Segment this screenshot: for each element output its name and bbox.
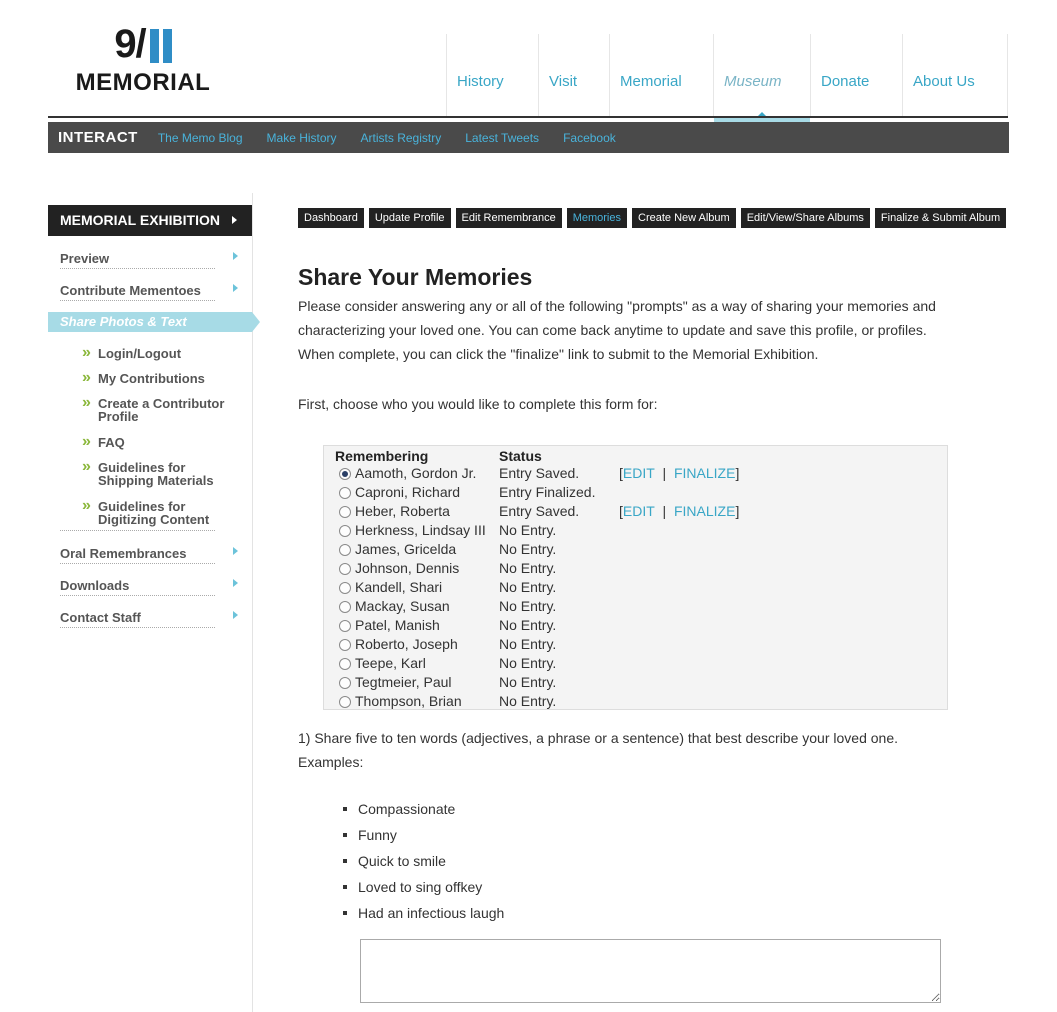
sidebar-item-downloads[interactable]: Downloads — [60, 578, 215, 596]
entry-status: No Entry. — [499, 674, 557, 690]
list-item: Loved to sing offkey — [343, 875, 504, 901]
choose-instruction: First, choose who you would like to complete this form for: — [298, 396, 658, 412]
person-radio[interactable] — [339, 487, 351, 499]
sidebar-subitem-create-profile[interactable]: » Create a Contributor Profile — [82, 394, 225, 424]
person-name: Herkness, Lindsay III — [355, 522, 486, 538]
entry-status: No Entry. — [499, 598, 557, 614]
nav-memorial[interactable]: Memorial — [609, 34, 713, 118]
entry-status: No Entry. — [499, 655, 557, 671]
list-item: Compassionate — [343, 797, 504, 823]
table-row — [324, 617, 947, 636]
entry-status: No Entry. — [499, 636, 557, 652]
finalize-link[interactable]: FINALIZE — [673, 465, 736, 481]
sidebar-subitem-digitizing-guidelines[interactable]: » Guidelines for Digitizing Content — [82, 497, 210, 527]
edit-link[interactable]: EDIT — [622, 465, 655, 481]
prompt-question-1: 1) Share five to ten words (adjectives, a phrase or a sentence) that best describe your loved one. Examples: — [298, 730, 898, 770]
sidebar-heading[interactable] — [48, 205, 252, 236]
column-header-status: Status — [499, 448, 542, 464]
entry-status: No Entry. — [499, 693, 557, 709]
arrow-right-icon — [233, 547, 238, 555]
person-name: James, Gricelda — [355, 541, 457, 557]
double-chevron-icon: » — [82, 369, 91, 386]
person-radio[interactable] — [339, 582, 351, 594]
table-row — [324, 522, 947, 541]
sidebar-item-oral-remembrances[interactable]: Oral Remembrances — [60, 546, 215, 564]
entry-status: No Entry. — [499, 560, 557, 576]
entry-status: No Entry. — [499, 541, 557, 557]
tab-finalize-submit-album[interactable]: Finalize & Submit Album — [875, 208, 1006, 228]
tab-update-profile[interactable]: Update Profile — [369, 208, 451, 228]
person-radio[interactable] — [339, 544, 351, 556]
arrow-right-icon — [233, 252, 238, 260]
entry-status: Entry Saved. — [499, 465, 580, 481]
column-header-remembering: Remembering — [335, 448, 429, 464]
intro-paragraph: Please consider answering any or all of the following "prompts" as a way of sharing your memories and characterizing your loved one. You can come back anytime to update and save this profile, or profiles. When complete, you can click the "finalize" link to submit to the Memorial Exhibition. — [298, 298, 936, 362]
arrow-right-icon — [233, 579, 238, 587]
sidebar-item-share-photos[interactable]: Share Photos & Text — [48, 312, 252, 332]
sidebar-subitem-shipping-guidelines[interactable]: » Guidelines for Shipping Materials — [82, 458, 214, 488]
sidebar-item-preview[interactable]: Preview — [60, 251, 215, 269]
person-radio[interactable] — [339, 563, 351, 575]
arrow-right-icon — [232, 216, 237, 224]
nav-history[interactable]: History — [446, 34, 538, 118]
double-chevron-icon: » — [82, 497, 91, 514]
remembering-table — [323, 445, 948, 710]
row-actions: [EDIT | FINALIZE] — [619, 465, 740, 481]
page-title: Share Your Memories — [298, 264, 533, 290]
entry-status: Entry Saved. — [499, 503, 580, 519]
person-name: Roberto, Joseph — [355, 636, 458, 652]
person-radio[interactable] — [339, 658, 351, 670]
double-chevron-icon: » — [82, 433, 91, 450]
sidebar-subitem-my-contributions[interactable]: » My Contributions — [82, 369, 205, 386]
interact-bar — [48, 122, 1009, 153]
list-item: Quick to smile — [343, 849, 504, 875]
answer-1-textarea[interactable] — [360, 939, 941, 1003]
sidebar-item-contribute-mementoes[interactable]: Contribute Mementoes — [60, 283, 215, 301]
entry-status: No Entry. — [499, 579, 557, 595]
entry-status: No Entry. — [499, 522, 557, 538]
list-item: Funny — [343, 823, 504, 849]
person-name: Tegtmeier, Paul — [355, 674, 452, 690]
person-name: Teepe, Karl — [355, 655, 426, 671]
nav-about-us[interactable]: About Us — [902, 34, 1008, 118]
double-chevron-icon: » — [82, 344, 91, 361]
interact-title: INTERACT — [58, 129, 138, 146]
person-radio[interactable] — [339, 601, 351, 613]
interact-link-artists-registry[interactable]: Artists Registry — [360, 130, 442, 145]
person-name: Heber, Roberta — [355, 503, 450, 519]
person-radio[interactable] — [339, 677, 351, 689]
interact-link-make-history[interactable]: Make History — [266, 130, 337, 145]
entry-status: Entry Finalized. — [499, 484, 596, 500]
sidebar-subitem-faq[interactable]: » FAQ — [82, 433, 125, 450]
person-name: Caproni, Richard — [355, 484, 461, 500]
entry-status: No Entry. — [499, 617, 557, 633]
sidebar-item-contact-staff[interactable]: Contact Staff — [60, 610, 215, 628]
person-name: Thompson, Brian — [355, 693, 462, 709]
finalize-link[interactable]: FINALIZE — [673, 503, 736, 519]
table-row — [324, 484, 947, 503]
sidebar-heading-label: MEMORIAL EXHIBITION — [60, 212, 220, 228]
table-row — [324, 465, 947, 484]
person-radio[interactable] — [339, 525, 351, 537]
person-radio[interactable] — [339, 506, 351, 518]
double-chevron-icon: » — [82, 394, 91, 411]
double-chevron-icon: » — [82, 458, 91, 475]
nav-museum-label: Museum — [724, 73, 782, 90]
interact-link-facebook[interactable]: Facebook — [563, 130, 616, 145]
table-row — [324, 655, 947, 674]
table-row — [324, 541, 947, 560]
person-name: Aamoth, Gordon Jr. — [355, 465, 477, 481]
table-row — [324, 674, 947, 693]
tab-create-new-album[interactable]: Create New Album — [632, 208, 736, 228]
interact-link-memo-blog[interactable]: The Memo Blog — [157, 130, 243, 145]
tab-edit-view-share-albums[interactable]: Edit/View/Share Albums — [741, 208, 870, 228]
logo-bars-icon — [146, 28, 172, 72]
table-row — [324, 560, 947, 579]
table-row — [324, 579, 947, 598]
sidebar-subitems-divider — [60, 530, 215, 531]
sidebar-subitem-login[interactable]: » Login/Logout — [82, 344, 182, 361]
table-row — [324, 598, 947, 617]
memorial-logo[interactable] — [68, 22, 218, 97]
table-row — [324, 693, 947, 712]
tab-memories[interactable]: Memories — [567, 208, 627, 228]
person-radio[interactable] — [339, 468, 351, 480]
arrow-right-icon — [233, 284, 238, 292]
person-name: Kandell, Shari — [355, 579, 443, 595]
edit-link[interactable]: EDIT — [622, 503, 655, 519]
interact-link-latest-tweets[interactable]: Latest Tweets — [465, 130, 540, 145]
person-name: Patel, Manish — [355, 617, 440, 633]
arrow-right-icon — [233, 611, 238, 619]
row-actions: [EDIT | FINALIZE] — [619, 503, 740, 519]
person-radio[interactable] — [339, 639, 351, 651]
nav-donate[interactable]: Donate — [810, 34, 902, 118]
main-nav — [446, 34, 1008, 118]
header-divider — [48, 116, 1008, 118]
examples-list — [343, 797, 504, 927]
nav-museum[interactable] — [713, 34, 810, 118]
tab-dashboard[interactable]: Dashboard — [298, 208, 364, 228]
person-name: Johnson, Dennis — [355, 560, 460, 576]
profile-tabs — [298, 208, 1011, 228]
tab-edit-remembrance[interactable]: Edit Remembrance — [456, 208, 562, 228]
person-name: Mackay, Susan — [355, 598, 450, 614]
person-radio[interactable] — [339, 696, 351, 708]
logo-number: 9/ — [114, 22, 146, 66]
person-radio[interactable] — [339, 620, 351, 632]
logo-wordmark: MEMORIAL — [75, 69, 211, 96]
list-item: Had an infectious laugh — [343, 901, 504, 927]
table-row — [324, 503, 947, 522]
table-row — [324, 636, 947, 655]
nav-visit[interactable]: Visit — [538, 34, 609, 118]
